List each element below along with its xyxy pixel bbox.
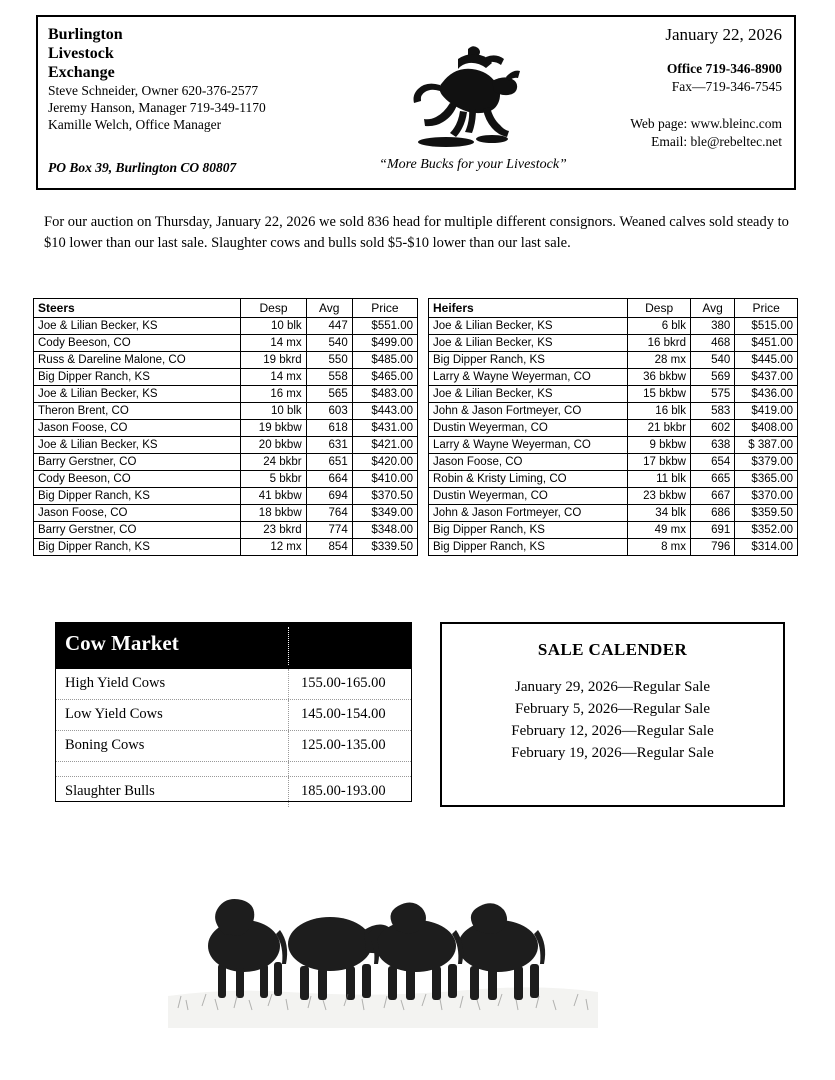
steers-price: $349.00 (352, 505, 417, 522)
heifers-avg: 468 (690, 335, 734, 352)
steers-price: $431.00 (352, 420, 417, 437)
sale-calendar-box (440, 622, 785, 807)
cow-market-title: Cow Market (65, 631, 179, 655)
cow-market-rows (56, 669, 411, 807)
steers-price: $551.00 (352, 318, 417, 335)
heifers-desp: 11 blk (628, 471, 691, 488)
steers-avg: 774 (306, 522, 352, 539)
heifers-consignor: Dustin Weyerman, CO (429, 420, 628, 437)
row-divider (288, 700, 289, 730)
company-name-line1: Burlington (48, 26, 123, 43)
steers-desp: 19 bkrd (241, 352, 306, 369)
steers-desp: 23 bkrd (241, 522, 306, 539)
heifers-price: $419.00 (735, 403, 798, 420)
steers-desp: 12 mx (241, 539, 306, 556)
steers-desp: 5 bkbr (241, 471, 306, 488)
steers-avg: 664 (306, 471, 352, 488)
row-divider (288, 777, 289, 807)
heifers-consignor: Dustin Weyerman, CO (429, 488, 628, 505)
heifers-desp: 17 bkbw (628, 454, 691, 471)
steers-consignor: Cody Beeson, CO (34, 471, 241, 488)
list-item (56, 731, 411, 762)
heifers-col-desp: Desp (628, 299, 691, 318)
steers-desp: 16 mx (241, 386, 306, 403)
heifers-avg: 540 (690, 352, 734, 369)
owner-contact: Steve Schneider, Owner 620-376-2577 (48, 83, 259, 98)
heifers-price: $370.00 (735, 488, 798, 505)
steers-desp: 14 mx (241, 369, 306, 386)
cow-market-label: Boning Cows (65, 737, 145, 753)
steers-desp: 20 bkbw (241, 437, 306, 454)
heifers-consignor: John & Jason Fortmeyer, CO (429, 403, 628, 420)
heifers-desp: 6 blk (628, 318, 691, 335)
heifers-consignor: Larry & Wayne Weyerman, CO (429, 369, 628, 386)
heifers-desp: 49 mx (628, 522, 691, 539)
heifers-desp: 15 bkbw (628, 386, 691, 403)
cow-market-label: Slaughter Bulls (65, 783, 155, 799)
heifers-price: $451.00 (735, 335, 798, 352)
steers-avg: 854 (306, 539, 352, 556)
steers-desp: 14 mx (241, 335, 306, 352)
steers-consignor: Big Dipper Ranch, KS (34, 488, 241, 505)
steers-consignor: Theron Brent, CO (34, 403, 241, 420)
steers-consignor: Big Dipper Ranch, KS (34, 539, 241, 556)
auction-summary-paragraph: For our auction on Thursday, January 22, 2026 we sold 836 head for multiple different consignors. Weaned calves sold steady to $10 lower than our last sale. Slaughter cows and bulls sold $5-$10 lower than our last sale. (44, 214, 789, 251)
steers-price: $483.00 (352, 386, 417, 403)
heifers-col-price: Price (735, 299, 798, 318)
list-item: February 19, 2026—Regular Sale (511, 745, 714, 761)
table-row (34, 539, 418, 556)
heifers-col-avg: Avg (690, 299, 734, 318)
steers-consignor: Barry Gerstner, CO (34, 522, 241, 539)
steers-avg: 540 (306, 335, 352, 352)
heifers-consignor: Big Dipper Ranch, KS (429, 522, 628, 539)
table-row (429, 335, 798, 352)
heifers-price: $408.00 (735, 420, 798, 437)
company-name-line2: Livestock (48, 45, 114, 62)
steers-col-avg: Avg (306, 299, 352, 318)
heifers-desp: 34 blk (628, 505, 691, 522)
table-row (34, 420, 418, 437)
sale-calendar-title: SALE CALENDER (537, 640, 688, 659)
manager-contact: Jeremy Hanson, Manager 719-349-1170 (48, 100, 266, 115)
table-row (34, 454, 418, 471)
letterhead-right-block (452, 25, 782, 151)
list-item: January 29, 2026—Regular Sale (515, 679, 710, 695)
heifers-desp: 16 bkrd (628, 335, 691, 352)
table-row (429, 420, 798, 437)
heifers-desp: 28 mx (628, 352, 691, 369)
sale-calendar-list (442, 676, 783, 764)
steers-consignor: Big Dipper Ranch, KS (34, 369, 241, 386)
steers-avg: 558 (306, 369, 352, 386)
heifers-price: $437.00 (735, 369, 798, 386)
steers-desp: 10 blk (241, 403, 306, 420)
letterhead-box (36, 15, 796, 190)
table-row (34, 352, 418, 369)
heifers-avg: 638 (690, 437, 734, 454)
table-row (429, 369, 798, 386)
row-divider (288, 731, 289, 761)
steers-price: $443.00 (352, 403, 417, 420)
letterhead-left-block (48, 25, 378, 133)
black-angus-cattle-herd-photo (168, 838, 598, 1028)
heifers-price: $359.50 (735, 505, 798, 522)
heifers-avg: 691 (690, 522, 734, 539)
table-row (34, 318, 418, 335)
list-item: February 12, 2026—Regular Sale (511, 723, 714, 739)
table-row (429, 318, 798, 335)
steers-consignor: Joe & Lilian Becker, KS (34, 386, 241, 403)
steers-consignor: Jason Foose, CO (34, 420, 241, 437)
table-row (34, 471, 418, 488)
row-divider (288, 669, 289, 699)
table-row (429, 471, 798, 488)
steers-desp: 19 bkbw (241, 420, 306, 437)
cow-market-header-divider (288, 627, 290, 665)
row-divider (288, 762, 289, 776)
cow-market-value: 185.00-193.00 (301, 783, 386, 799)
heifers-price: $314.00 (735, 539, 798, 556)
heifers-price: $445.00 (735, 352, 798, 369)
steers-desp: 41 bkbw (241, 488, 306, 505)
heifers-desp: 23 bkbw (628, 488, 691, 505)
table-row (429, 437, 798, 454)
steers-consignor: Jason Foose, CO (34, 505, 241, 522)
heifers-avg: 654 (690, 454, 734, 471)
steers-consignor: Joe & Lilian Becker, KS (34, 318, 241, 335)
steers-consignor: Barry Gerstner, CO (34, 454, 241, 471)
heifers-consignor: Larry & Wayne Weyerman, CO (429, 437, 628, 454)
heifers-price: $515.00 (735, 318, 798, 335)
heifers-consignor: Joe & Lilian Becker, KS (429, 335, 628, 352)
sale-date: January 22, 2026 (665, 25, 782, 44)
heifers-avg: 583 (690, 403, 734, 420)
steers-price: $420.00 (352, 454, 417, 471)
steers-desp: 10 blk (241, 318, 306, 335)
steers-price: $370.50 (352, 488, 417, 505)
table-row (429, 539, 798, 556)
cow-market-spacer-row (56, 762, 411, 777)
list-item (56, 777, 411, 807)
heifers-avg: 665 (690, 471, 734, 488)
steers-table-title: Steers (34, 299, 241, 318)
steers-price: $410.00 (352, 471, 417, 488)
heifers-price: $436.00 (735, 386, 798, 403)
table-row (429, 386, 798, 403)
heifers-consignor: Robin & Kristy Liming, CO (429, 471, 628, 488)
office-manager-contact: Kamille Welch, Office Manager (48, 117, 222, 132)
mailing-address: PO Box 39, Burlington CO 80807 (48, 160, 237, 175)
steers-desp: 18 bkbw (241, 505, 306, 522)
cow-market-value: 155.00-165.00 (301, 675, 386, 691)
table-row (34, 335, 418, 352)
company-name-line3: Exchange (48, 64, 115, 81)
heifers-table-title: Heifers (429, 299, 628, 318)
cow-market-value: 145.00-154.00 (301, 706, 386, 722)
heifers-avg: 380 (690, 318, 734, 335)
table-row (34, 437, 418, 454)
table-row (34, 369, 418, 386)
cow-market-box (55, 622, 412, 802)
steers-consignor: Russ & Dareline Malone, CO (34, 352, 241, 369)
list-item (56, 700, 411, 731)
heifers-price: $365.00 (735, 471, 798, 488)
heifers-consignor: Joe & Lilian Becker, KS (429, 318, 628, 335)
heifers-consignor: Big Dipper Ranch, KS (429, 539, 628, 556)
steers-avg: 694 (306, 488, 352, 505)
heifers-consignor: Big Dipper Ranch, KS (429, 352, 628, 369)
heifers-price: $352.00 (735, 522, 798, 539)
steers-avg: 603 (306, 403, 352, 420)
heifers-avg: 569 (690, 369, 734, 386)
web-page: Web page: www.bleinc.com (630, 116, 782, 131)
heifers-price: $ 387.00 (735, 437, 798, 454)
heifers-avg: 667 (690, 488, 734, 505)
cow-market-value: 125.00-135.00 (301, 737, 386, 753)
table-row (34, 505, 418, 522)
heifers-avg: 686 (690, 505, 734, 522)
heifers-consignor: Jason Foose, CO (429, 454, 628, 471)
steers-avg: 565 (306, 386, 352, 403)
cow-market-header (56, 623, 411, 669)
heifers-avg: 796 (690, 539, 734, 556)
steers-avg: 631 (306, 437, 352, 454)
company-slogan: “More Bucks for your Livestock” (379, 157, 567, 172)
steers-col-price: Price (352, 299, 417, 318)
heifers-desp: 9 bkbw (628, 437, 691, 454)
table-row (429, 522, 798, 539)
table-row (34, 522, 418, 539)
office-phone: Office 719-346-8900 (666, 61, 782, 76)
heifers-desp: 36 bkbw (628, 369, 691, 386)
heifers-consignor: John & Jason Fortmeyer, CO (429, 505, 628, 522)
steers-price: $348.00 (352, 522, 417, 539)
table-row (429, 488, 798, 505)
steers-table-header-row (34, 299, 418, 318)
fax-number: Fax—719-346-7545 (671, 79, 782, 94)
table-row (429, 505, 798, 522)
table-row (34, 386, 418, 403)
steers-avg: 550 (306, 352, 352, 369)
steers-avg: 651 (306, 454, 352, 471)
table-row (34, 488, 418, 505)
list-item: February 5, 2026—Regular Sale (515, 701, 710, 717)
heifers-avg: 575 (690, 386, 734, 403)
steers-consignor: Cody Beeson, CO (34, 335, 241, 352)
heifers-desp: 8 mx (628, 539, 691, 556)
cow-market-label: Low Yield Cows (65, 706, 163, 722)
cow-market-label: High Yield Cows (65, 675, 166, 691)
table-row (429, 403, 798, 420)
steers-price: $465.00 (352, 369, 417, 386)
heifers-consignor: Joe & Lilian Becker, KS (429, 386, 628, 403)
list-item (56, 669, 411, 700)
email-address: Email: ble@rebeltec.net (651, 134, 782, 149)
steers-avg: 447 (306, 318, 352, 335)
steers-avg: 618 (306, 420, 352, 437)
steers-price: $339.50 (352, 539, 417, 556)
heifers-desp: 16 blk (628, 403, 691, 420)
steers-avg: 764 (306, 505, 352, 522)
heifers-desp: 21 bkbr (628, 420, 691, 437)
steers-col-desp: Desp (241, 299, 306, 318)
steers-table (33, 298, 418, 556)
heifers-price: $379.00 (735, 454, 798, 471)
table-row (429, 352, 798, 369)
table-row (34, 403, 418, 420)
steers-price: $499.00 (352, 335, 417, 352)
table-row (429, 454, 798, 471)
steers-price: $421.00 (352, 437, 417, 454)
heifers-table-header-row (429, 299, 798, 318)
steers-price: $485.00 (352, 352, 417, 369)
steers-consignor: Joe & Lilian Becker, KS (34, 437, 241, 454)
heifers-avg: 602 (690, 420, 734, 437)
steers-desp: 24 bkbr (241, 454, 306, 471)
heifers-table (428, 298, 798, 556)
